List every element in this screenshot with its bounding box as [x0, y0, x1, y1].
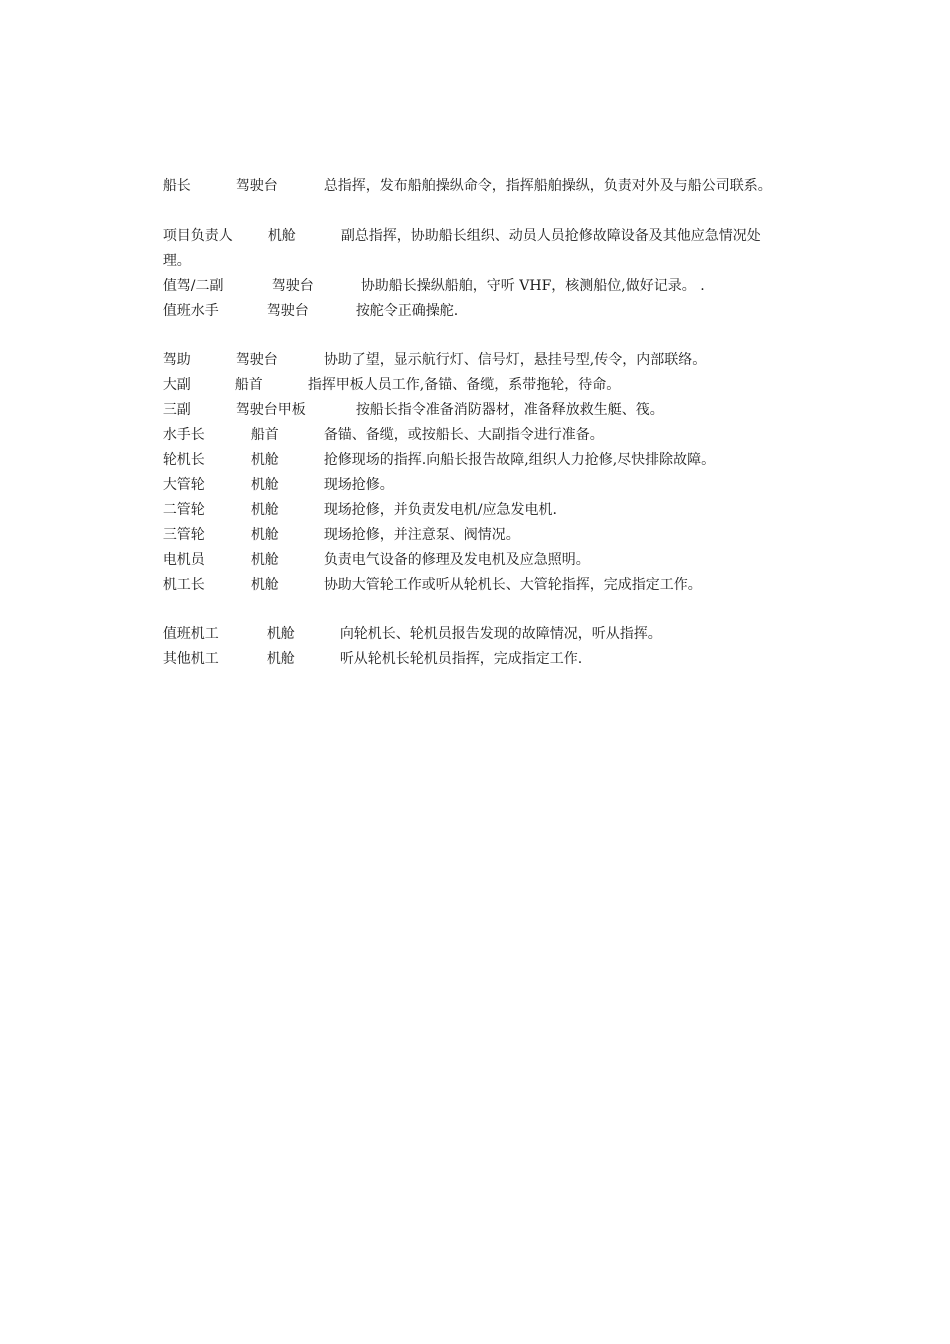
role-label: 驾助 [162, 352, 191, 368]
location-label: 机舱 [250, 527, 279, 543]
duty-text: 抢修现场的指挥.向船长报告故障,组织人力抢修,尽快排除故障。 [323, 452, 716, 468]
role-label: 轮机长 [162, 452, 205, 468]
role-label: 二管轮 [162, 502, 205, 518]
location-label: 机舱 [266, 626, 295, 642]
location-label: 驾驶台甲板 [235, 402, 306, 418]
role-label: 船长 [162, 178, 191, 194]
location-label: 船首 [234, 377, 263, 393]
location-label: 船首 [250, 427, 279, 443]
location-label: 机舱 [250, 552, 279, 568]
duty-text: 按船长指令准备消防器材，准备释放救生艇、筏。 [355, 402, 664, 418]
location-label: 驾驶台 [235, 352, 278, 368]
role-label: 值驾/二副 [162, 278, 224, 294]
location-label: 驾驶台 [266, 303, 309, 319]
duty-text: 负责电气设备的修理及发电机及应急照明。 [323, 552, 590, 568]
role-label: 值班水手 [162, 303, 219, 319]
duty-text: 指挥甲板人员工作,备锚、备缆，系带拖轮，待命。 [307, 377, 621, 393]
duty-text: 现场抢修，并注意泵、阀情况。 [323, 527, 520, 543]
role-label: 机工长 [162, 577, 205, 593]
duty-text: 按舵令正确操舵. [355, 303, 459, 319]
location-label: 机舱 [250, 577, 279, 593]
role-label: 三副 [162, 402, 191, 418]
location-label: 机舱 [267, 228, 296, 244]
role-label: 其他机工 [162, 651, 219, 667]
role-label: 大副 [162, 377, 191, 393]
role-label: 水手长 [162, 427, 205, 443]
role-label: 项目负责人 [162, 228, 233, 244]
location-label: 机舱 [250, 477, 279, 493]
location-label: 驾驶台 [271, 278, 314, 294]
duty-text: 向轮机长、轮机员报告发现的故障情况，听从指挥。 [339, 626, 662, 642]
duty-text: 副总指挥，协助船长组织、动员人员抢修故障设备及其他应急情况处 [340, 228, 761, 244]
role-label: 大管轮 [162, 477, 205, 493]
duty-text: 协助大管轮工作或听从轮机长、大管轮指挥，完成指定工作。 [323, 577, 702, 593]
location-label: 机舱 [250, 452, 279, 468]
duty-text: 备锚、备缆，或按船长、大副指令进行准备。 [323, 427, 604, 443]
duty-text: 协助船长操纵船舶，守听 VHF，核测船位,做好记录。 . [360, 278, 705, 294]
duty-row-other-oilers [145, 622, 845, 697]
role-label: 三管轮 [162, 527, 205, 543]
location-label: 机舱 [266, 651, 295, 667]
location-label: 机舱 [250, 502, 279, 518]
role-label: 电机员 [162, 552, 205, 568]
duty-text: 听从轮机长轮机员指挥，完成指定工作. [339, 651, 583, 667]
location-label: 驾驶台 [235, 178, 278, 194]
role-label: 值班机工 [162, 626, 219, 642]
duty-text: 现场抢修，并负责发电机/应急发电机. [323, 502, 557, 518]
duty-text-continued: 理。 [162, 253, 191, 269]
duty-text: 现场抢修。 [323, 477, 394, 493]
duty-text: 总指挥，发布船舶操纵命令，指挥船舶操纵，负责对外及与船公司联系。 [323, 178, 772, 194]
duty-text: 协助了望，显示航行灯、信号灯，悬挂号型,传令，内部联络。 [323, 352, 707, 368]
